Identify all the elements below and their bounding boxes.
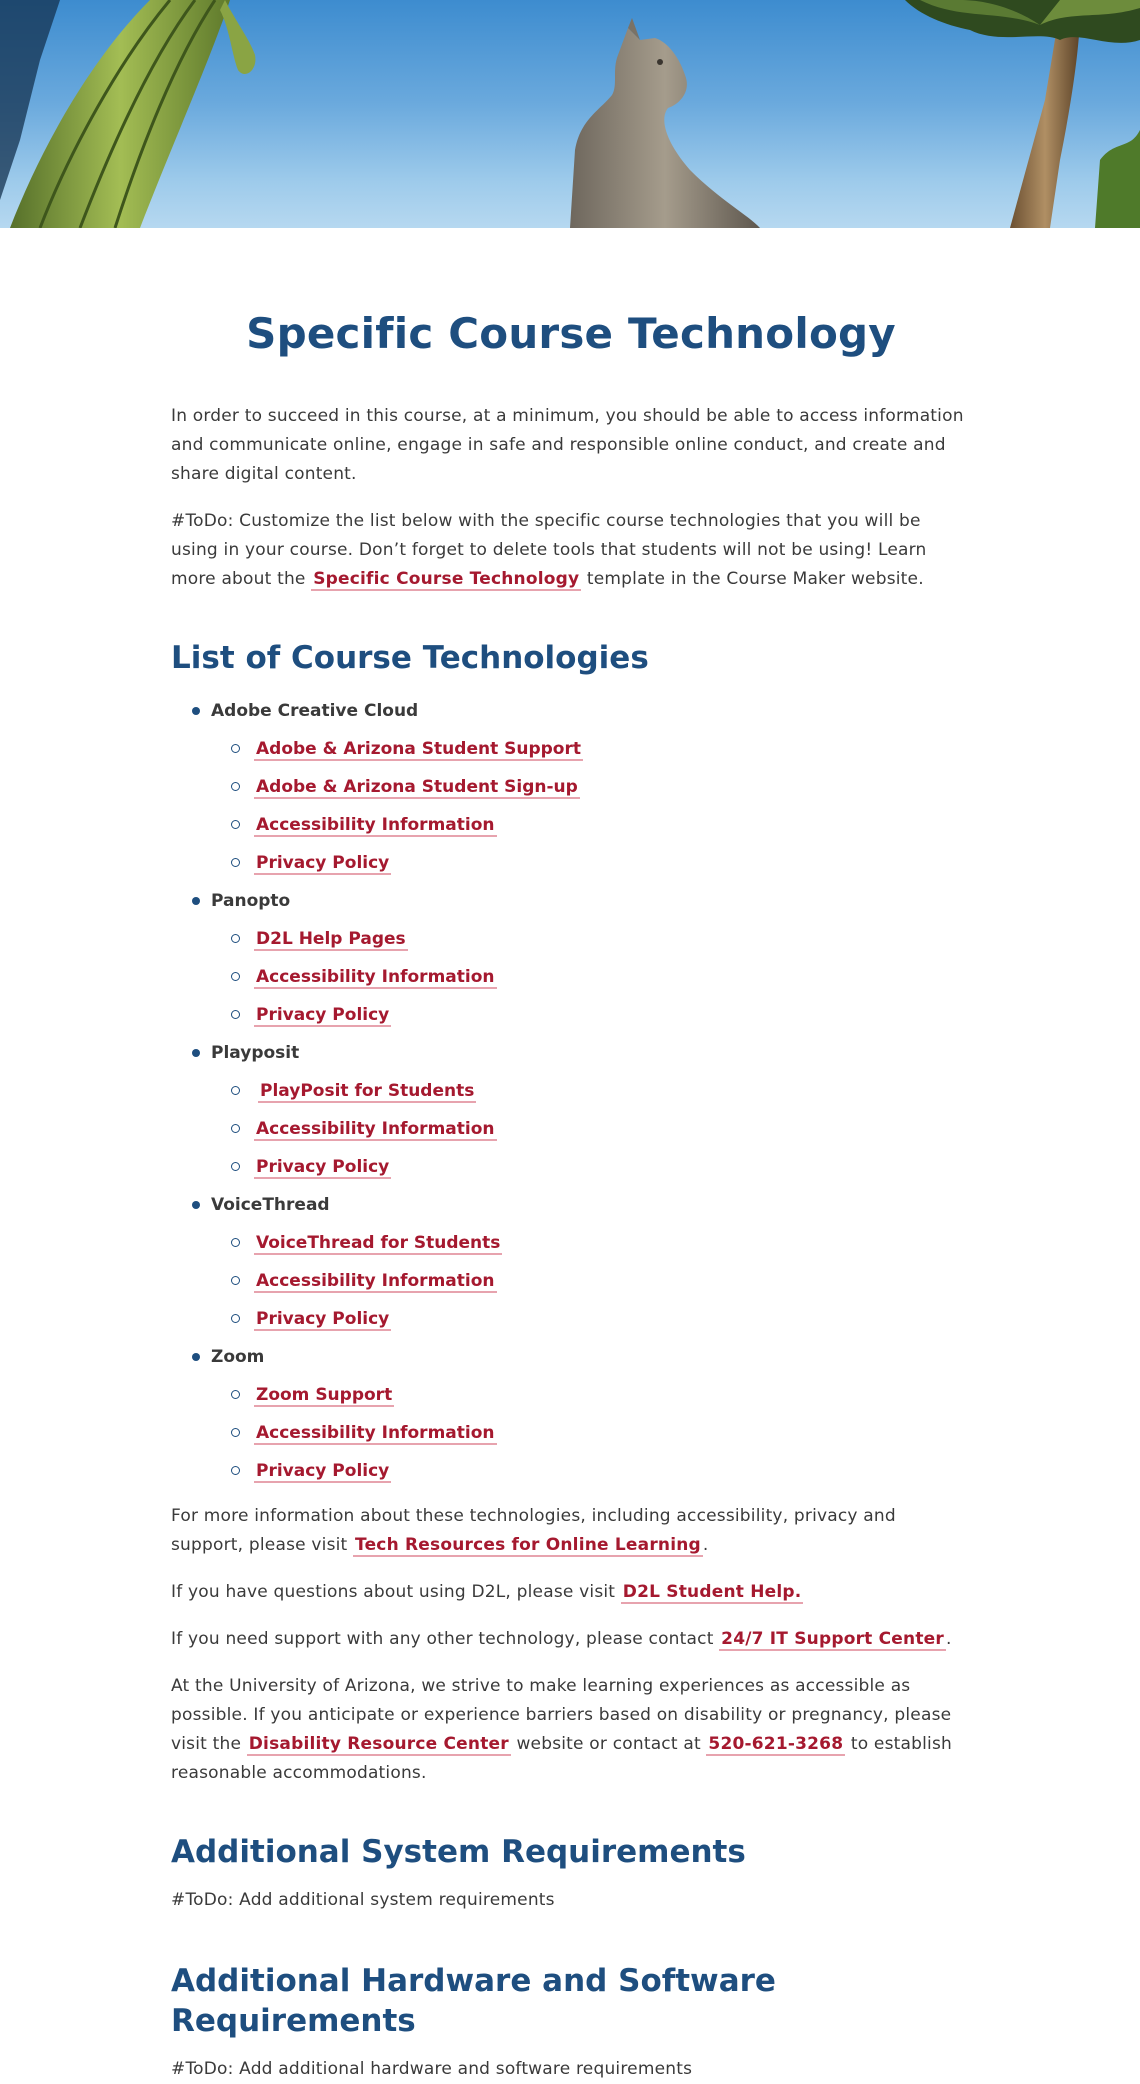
- main-content: [171, 228, 971, 2084]
- accessibility-text: At the University of Arizona, we strive to make learning experiences as accessible as possible. If you anticipate or experience barriers based on disability or pregnancy, please visit the: [171, 1676, 952, 1754]
- it-support-text: If you need support with any other technology, please contact: [171, 1629, 720, 1649]
- panopto-privacy-link[interactable]: Privacy Policy: [256, 1005, 390, 1025]
- todo-paragraph: [171, 507, 971, 594]
- tool-links: [211, 730, 971, 882]
- circle-bullet-icon: [231, 1010, 240, 1019]
- voicethread-privacy-link[interactable]: Privacy Policy: [256, 1309, 390, 1329]
- specific-course-technology-link[interactable]: Specific Course Technology: [313, 569, 580, 589]
- tool-adobe-creative-cloud: [171, 692, 971, 882]
- tool-links: [211, 1376, 971, 1490]
- panopto-accessibility-link[interactable]: Accessibility Information: [256, 967, 495, 987]
- circle-bullet-icon: [231, 858, 240, 867]
- intro-paragraph: In order to succeed in this course, at a minimum, you should be able to access information and communicate online, engage in safe and responsible online conduct, and create and share digital content.: [171, 406, 964, 484]
- playposit-accessibility-link[interactable]: Accessibility Information: [256, 1119, 495, 1139]
- palm-tree-shape: [905, 0, 1140, 228]
- bullet-icon: [192, 707, 200, 715]
- playposit-privacy-link[interactable]: Privacy Policy: [256, 1157, 390, 1177]
- circle-bullet-icon: [231, 782, 240, 791]
- list-item: [211, 768, 971, 806]
- circle-bullet-icon: [231, 1314, 240, 1323]
- todo-text-before: #ToDo: Customize the list below with the specific course technologies that you will be using in your course. Don’t forget to delete tools that students will not be using! Learn more about the: [171, 511, 927, 589]
- hardware-software-text: #ToDo: Add additional hardware and software requirements: [171, 2059, 693, 2079]
- it-support-end: .: [945, 1629, 952, 1649]
- more-info-paragraph: [171, 1502, 971, 1560]
- accessibility-end: to establish reasonable accommodations.: [171, 1734, 952, 1783]
- list-item: [211, 1376, 971, 1414]
- circle-bullet-icon: [231, 1390, 240, 1399]
- adobe-accessibility-link[interactable]: Accessibility Information: [256, 815, 495, 835]
- circle-bullet-icon: [231, 1428, 240, 1437]
- list-item: [211, 730, 971, 768]
- accessibility-middle: website or contact at: [510, 1734, 707, 1754]
- tool-name: Panopto: [211, 891, 291, 911]
- system-requirements-text: #ToDo: Add additional system requirements: [171, 1890, 555, 1910]
- list-section-heading: List of Course Technologies: [171, 640, 649, 676]
- list-item: [211, 806, 971, 844]
- d2l-student-help-link[interactable]: D2L Student Help.: [622, 1582, 802, 1602]
- circle-bullet-icon: [231, 1124, 240, 1133]
- list-item: [211, 1414, 971, 1452]
- drc-phone-link[interactable]: 520-621-3268: [708, 1734, 844, 1754]
- panopto-d2l-help-link[interactable]: D2L Help Pages: [256, 929, 406, 949]
- list-item: [211, 844, 971, 882]
- tool-name: Playposit: [211, 1043, 300, 1063]
- tool-name: Adobe Creative Cloud: [211, 701, 419, 721]
- banner-photo-illustration: [0, 0, 1140, 228]
- circle-bullet-icon: [231, 1238, 240, 1247]
- todo-text-after: template in the Course Maker website.: [581, 569, 924, 589]
- list-item: [211, 1110, 971, 1148]
- circle-bullet-icon: [231, 1086, 240, 1095]
- tool-name: Zoom: [211, 1347, 265, 1367]
- zoom-accessibility-link[interactable]: Accessibility Information: [256, 1423, 495, 1443]
- circle-bullet-icon: [231, 934, 240, 943]
- wildcat-statue-shape: [570, 18, 760, 228]
- adobe-student-signup-link[interactable]: Adobe & Arizona Student Sign-up: [256, 777, 578, 797]
- list-item: [211, 920, 971, 958]
- adobe-privacy-link[interactable]: Privacy Policy: [256, 853, 390, 873]
- hero-banner-image: [0, 0, 1140, 228]
- tool-links: [211, 1072, 971, 1186]
- it-support-center-link[interactable]: 24/7 IT Support Center: [721, 1629, 944, 1649]
- circle-bullet-icon: [231, 1162, 240, 1171]
- list-item: [211, 958, 971, 996]
- tech-resources-link[interactable]: Tech Resources for Online Learning: [355, 1535, 701, 1555]
- playposit-students-link[interactable]: PlayPosit for Students: [260, 1081, 475, 1101]
- d2l-help-text: If you have questions about using D2L, please visit: [171, 1582, 621, 1602]
- list-item: [211, 1452, 971, 1490]
- voicethread-students-link[interactable]: VoiceThread for Students: [256, 1233, 501, 1253]
- hardware-software-heading: Additional Hardware and Software Requirements: [171, 1963, 776, 2039]
- bullet-icon: [192, 1353, 200, 1361]
- adobe-student-support-link[interactable]: Adobe & Arizona Student Support: [256, 739, 581, 759]
- tool-name: VoiceThread: [211, 1195, 330, 1215]
- circle-bullet-icon: [231, 1276, 240, 1285]
- accessibility-paragraph: [171, 1672, 971, 1788]
- disability-resource-center-link[interactable]: Disability Resource Center: [248, 1734, 509, 1754]
- system-requirements-heading: Additional System Requirements: [171, 1834, 746, 1870]
- it-support-paragraph: [171, 1625, 971, 1654]
- zoom-support-link[interactable]: Zoom Support: [256, 1385, 393, 1405]
- tool-links: [211, 1224, 971, 1338]
- bullet-icon: [192, 1201, 200, 1209]
- tool-playposit: [171, 1034, 971, 1186]
- bullet-icon: [192, 1049, 200, 1057]
- list-item: [211, 1072, 971, 1110]
- list-item: [211, 1300, 971, 1338]
- bullet-icon: [192, 897, 200, 905]
- tool-panopto: [171, 882, 971, 1034]
- zoom-privacy-link[interactable]: Privacy Policy: [256, 1461, 390, 1481]
- tool-voicethread: [171, 1186, 971, 1338]
- circle-bullet-icon: [231, 820, 240, 829]
- technology-list: [171, 692, 971, 1490]
- page-title: Specific Course Technology: [246, 309, 896, 358]
- more-info-end: .: [702, 1535, 709, 1555]
- list-item: [211, 1148, 971, 1186]
- tool-links: [211, 920, 971, 1034]
- more-info-text: For more information about these technologies, including accessibility, privacy and support, please visit: [171, 1506, 896, 1555]
- voicethread-accessibility-link[interactable]: Accessibility Information: [256, 1271, 495, 1291]
- list-item: [211, 1224, 971, 1262]
- tool-zoom: [171, 1338, 971, 1490]
- d2l-help-paragraph: [171, 1578, 971, 1607]
- circle-bullet-icon: [231, 744, 240, 753]
- list-item: [211, 996, 971, 1034]
- list-item: [211, 1262, 971, 1300]
- circle-bullet-icon: [231, 1466, 240, 1475]
- circle-bullet-icon: [231, 972, 240, 981]
